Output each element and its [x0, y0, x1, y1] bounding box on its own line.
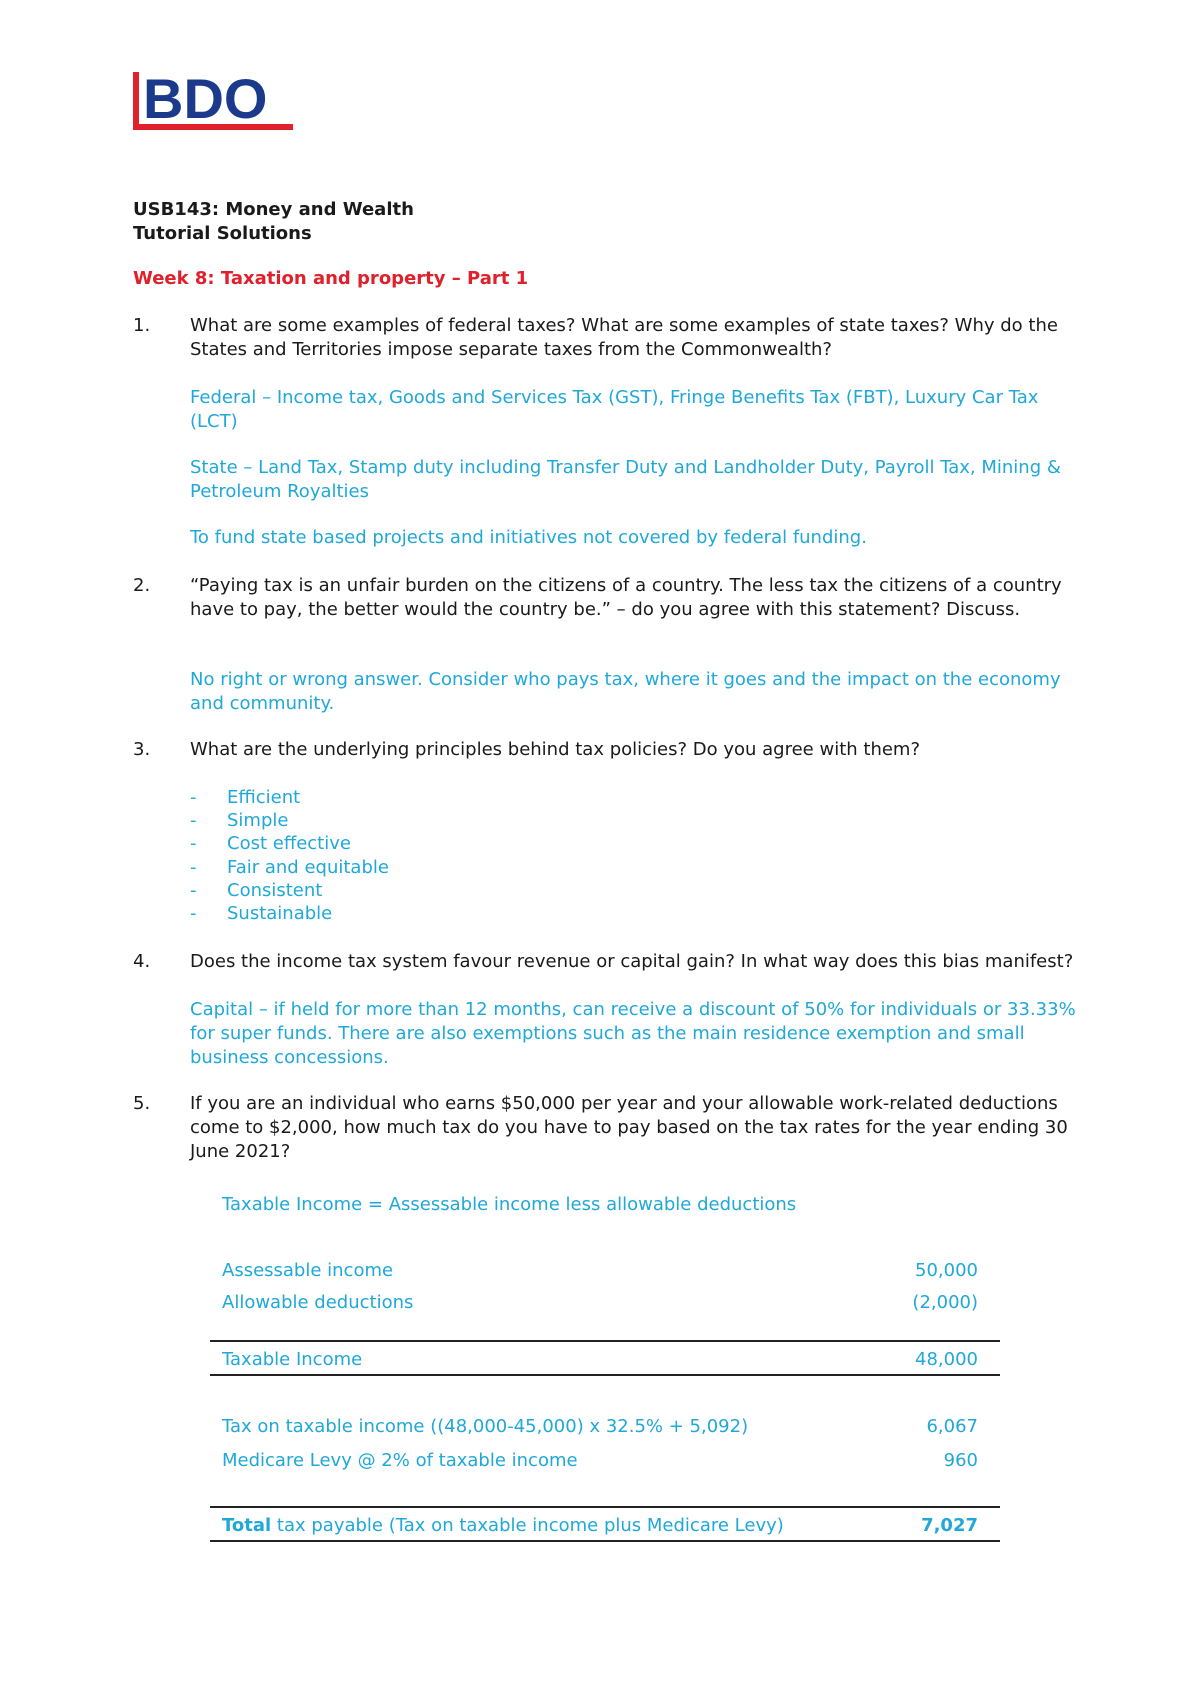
question-5 [133, 1092, 1080, 1164]
answer-state: State – Land Tax, Stamp duty including Transfer Duty and Landholder Duty, Payroll Tax, Mining & Petroleum Royalties [190, 457, 1061, 502]
taxable-income-row: Taxable Income 48,000 [222, 1349, 978, 1370]
answer-purpose: To fund state based projects and initiatives not covered by federal funding. [190, 527, 867, 548]
question-number: 5. [133, 1093, 151, 1114]
question-text: What are some examples of federal taxes? What are some examples of state taxes? Why do the States and Territories impose separate taxes from the Commonwealth? [190, 315, 1058, 360]
divider [210, 1340, 1000, 1342]
list-item: - Sustainable [190, 903, 333, 924]
list-item: - Fair and equitable [190, 857, 389, 878]
divider [210, 1506, 1000, 1508]
deductions-row: Allowable deductions (2,000) [222, 1292, 978, 1313]
question-number: 3. [133, 739, 151, 760]
assessable-income-row: Assessable income 50,000 [222, 1260, 978, 1281]
formula-row: Taxable Income = Assessable income less allowable deductions [222, 1194, 797, 1215]
course-title: USB143: Money and Wealth [133, 199, 414, 220]
question-number: 4. [133, 951, 151, 972]
answer-federal: Federal – Income tax, Goods and Services Tax (GST), Fringe Benefits Tax (FBT), Luxury Car Tax (LCT) [190, 387, 1039, 432]
question-text: Does the income tax system favour revenue or capital gain? In what way does this bias manifest? [190, 951, 1074, 972]
tax-on-income-row: Tax on taxable income ((48,000-45,000) x 32.5% + 5,092) 6,067 [222, 1416, 978, 1437]
list-item: - Efficient [190, 787, 301, 808]
divider [210, 1374, 1000, 1376]
svg-text:BDO: BDO [143, 70, 268, 130]
question-2 [133, 574, 1080, 622]
week-title: Week 8: Taxation and property – Part 1 [133, 268, 529, 289]
course-header [133, 198, 414, 246]
list-item: - Cost effective [190, 833, 351, 854]
list-item: - Consistent [190, 880, 323, 901]
question-text: What are the underlying principles behind tax policies? Do you agree with them? [190, 739, 921, 760]
question-text: “Paying tax is an unfair burden on the citizens of a country. The less tax the citizens of a country have to pay, the better would the country be.” – do you agree with this statement? Discuss. [190, 575, 1062, 620]
question-1 [133, 314, 1080, 362]
medicare-levy-row: Medicare Levy @ 2% of taxable income 960 [222, 1450, 978, 1471]
divider [210, 1540, 1000, 1542]
answer-capital: Capital – if held for more than 12 months, can receive a discount of 50% for individuals or 33.33% for super funds. There are also exemptions such as the main residence exemption and small business concessions. [190, 999, 1076, 1068]
bdo-logo [133, 70, 293, 132]
question-text: If you are an individual who earns $50,000 per year and your allowable work-related deductions come to $2,000, how much tax do you have to pay based on the tax rates for the year ending 30 June 2021? [190, 1093, 1068, 1162]
answer-discussion: No right or wrong answer. Consider who pays tax, where it goes and the impact on the economy and community. [190, 669, 1061, 714]
total-tax-row: Total tax payable (Tax on taxable income plus Medicare Levy) 7,027 [222, 1515, 978, 1536]
question-4 [133, 950, 1080, 974]
question-number: 1. [133, 315, 151, 336]
question-number: 2. [133, 575, 151, 596]
document-subtitle: Tutorial Solutions [133, 223, 312, 244]
list-item: - Simple [190, 810, 289, 831]
question-3 [133, 738, 1080, 762]
